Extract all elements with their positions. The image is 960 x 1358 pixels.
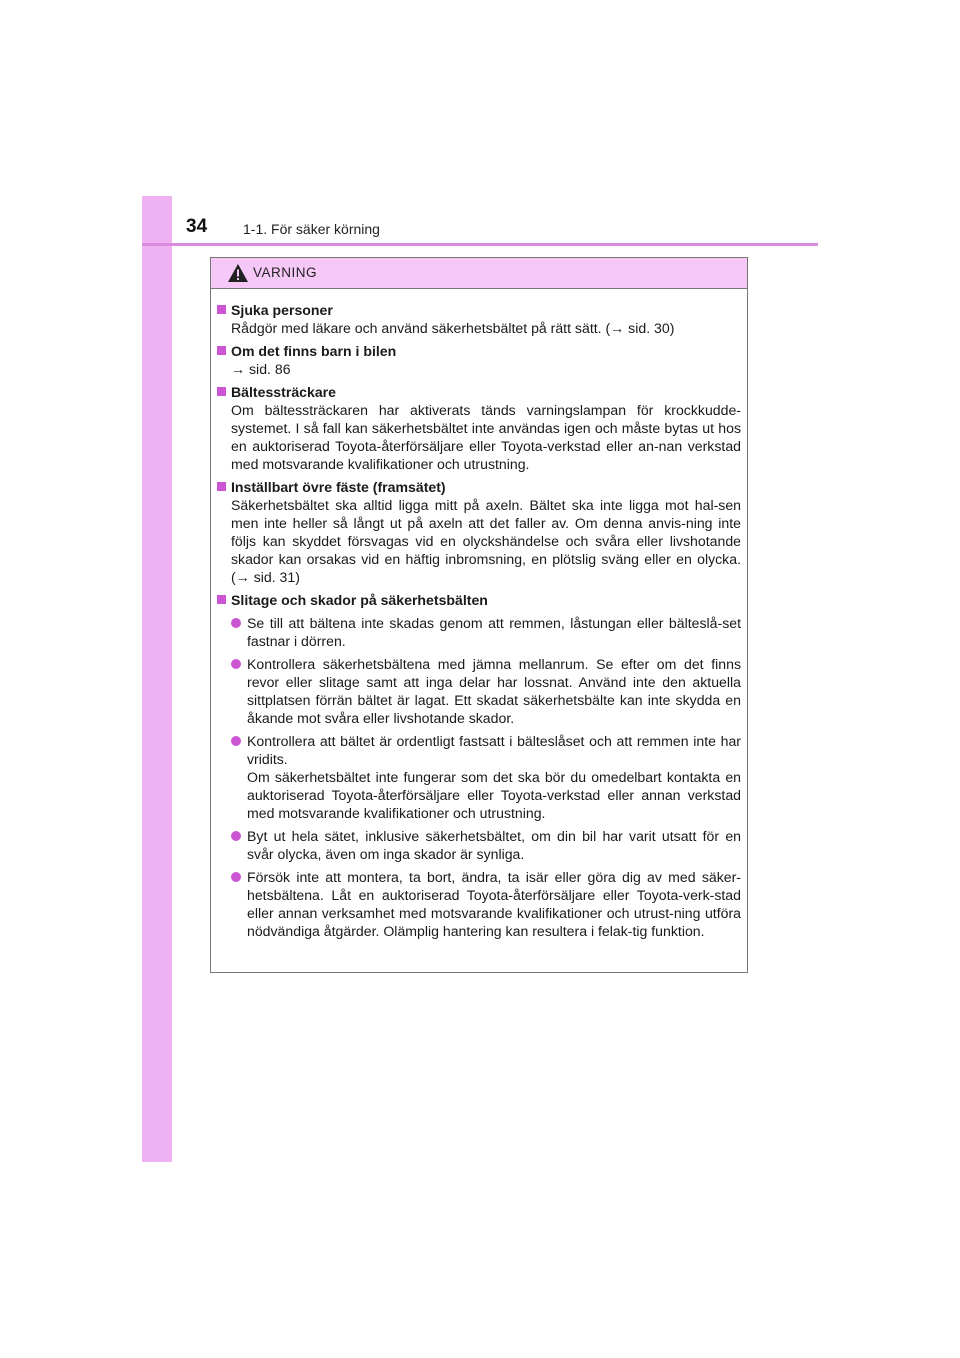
item-text: Säkerhetsbältet ska alltid ligga mitt på axeln. Bältet ska inte ligga mot hal-sen men inte heller så långt ut på axeln att det faller av. Om denna anvis-ning inte följs kan skyddet försvagas vid en olyckshändelse och svåra eller livshotande skador kan orsakas vid en häftig inbromsning, en plötslig sväng eller en olycka. (→ sid. 31) (231, 497, 741, 585)
dot-bullet-icon (231, 872, 241, 882)
list-item-paragraph: Kontrollera att bältet är ordentligt fastsatt i bälteslåset och att remmen inte har vridits. (247, 733, 741, 767)
item-text: Rådgör med läkare och använd säkerhetsbältet på rätt sätt. (→ sid. 30) (231, 320, 675, 336)
warning-item (217, 591, 741, 940)
warning-item (217, 301, 741, 337)
item-heading: Om det finns barn i bilen (231, 343, 397, 359)
square-bullet-icon (217, 305, 226, 314)
list-item-text (247, 732, 741, 822)
list-item (231, 868, 741, 940)
item-heading: Sjuka personer (231, 302, 333, 318)
square-bullet-icon (217, 346, 226, 355)
warning-header (211, 258, 747, 289)
page-number: 34 (186, 216, 208, 237)
square-bullet-icon (217, 387, 226, 396)
side-color-band (142, 196, 172, 1162)
section-title: 1-1. För säker körning (243, 221, 380, 237)
header-rule (142, 243, 818, 246)
list-item (231, 655, 741, 727)
square-bullet-icon (217, 595, 226, 604)
list-item-paragraph: Om säkerhetsbältet inte fungerar som det ska bör du omedelbart kontakta en auktoriserad Toyota-återförsäljare eller Toyota-verkstad eller annan verkstad med motsvarande kvalifikationer och utrustning. (247, 769, 741, 821)
list-item (231, 614, 741, 650)
item-heading: Slitage och skador på säkerhetsbälten (231, 592, 488, 608)
warning-box (210, 257, 748, 973)
warning-body (211, 289, 747, 940)
dot-bullet-icon (231, 659, 241, 669)
list-item-text: Försök inte att montera, ta bort, ändra, ta isär eller göra dig av med säker-hetsbältena. Låt en auktoriserad Toyota-återförsäljare eller Toyota-verk-stad eller annan verksamhet med motsvarande kvalifikationer och utrust-ning utföra nödvändiga åtgärder. Olämplig hantering kan resultera i felak-tig funktion. (247, 869, 741, 939)
dot-bullet-icon (231, 618, 241, 628)
warning-item (217, 342, 741, 378)
item-heading: Bältessträckare (231, 384, 336, 400)
warning-label: VARNING (253, 265, 318, 280)
list-item (231, 827, 741, 863)
item-heading: Inställbart övre fäste (framsätet) (231, 479, 446, 495)
list-item-text: Byt ut hela sätet, inklusive säkerhetsbältet, om din bil har varit utsatt för en svår olycka, även om inga skador är synliga. (247, 828, 741, 862)
warning-triangle-icon (227, 263, 249, 283)
list-item-text: Se till att bältena inte skadas genom att remmen, låstungan eller bälteslå-set fastnar i dörren. (247, 615, 741, 649)
item-text: → sid. 86 (231, 361, 291, 377)
item-text: Om bältessträckaren har aktiverats tänds varningslampan för krockkudde-systemet. I så fall kan säkerhetsbältet inte användas igen och måste bytas ut hos en auktoriserad Toyota-återförsäljare eller Toyota-verkstad eller an-nan verkstad med motsvarande kvalifikationer och utrustning. (231, 402, 741, 472)
square-bullet-icon (217, 482, 226, 491)
warning-item (217, 383, 741, 473)
list-item-text: Kontrollera säkerhetsbältena med jämna mellanrum. Se efter om det finns revor eller slitage samt att inga delar har lossnat. Använd inte den aktuella sittplatsen förrän bältet är lagat. Ett skadat säkerhetsbälte kan inte skydda en åkande mot svåra eller livshotande skador. (247, 656, 741, 726)
dot-bullet-icon (231, 736, 241, 746)
list-item (231, 732, 741, 822)
sub-list (217, 614, 741, 940)
warning-item (217, 478, 741, 586)
dot-bullet-icon (231, 831, 241, 841)
